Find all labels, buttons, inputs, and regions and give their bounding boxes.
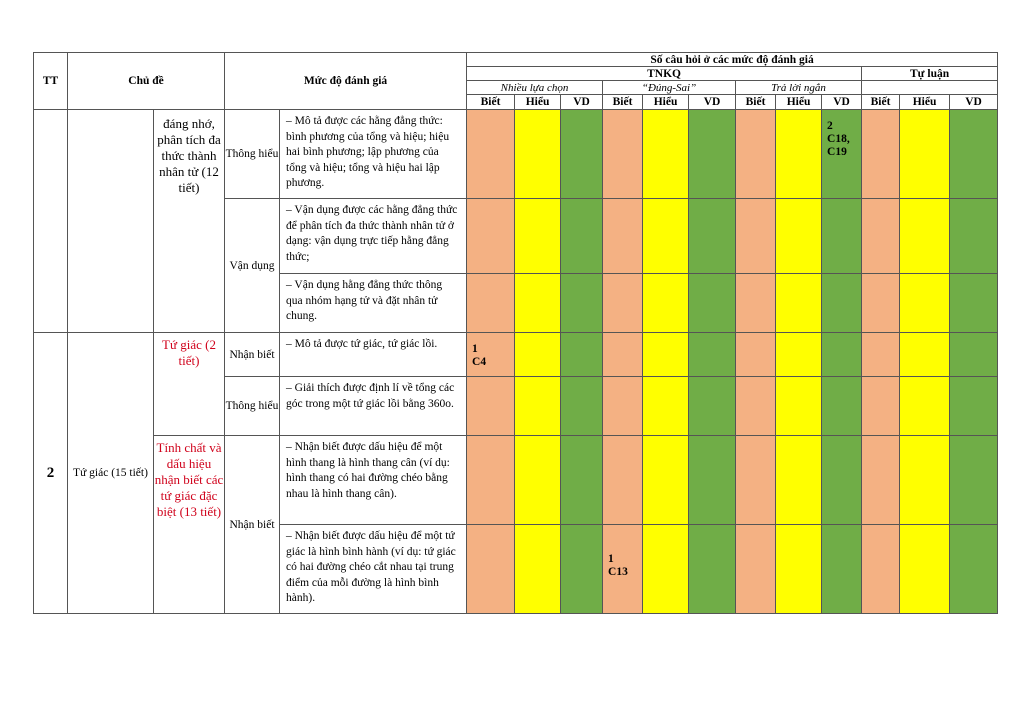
question-cell xyxy=(776,110,822,199)
question-cell xyxy=(776,199,822,274)
question-cell: 2 C18, C19 xyxy=(822,110,862,199)
question-cell xyxy=(862,110,900,199)
content-cell: Tính chất và dấu hiệu nhận biết các tứ giác đặc biệt (13 tiết) xyxy=(154,436,225,614)
header-tu-luan-blank xyxy=(862,81,998,95)
question-cell xyxy=(689,525,736,614)
question-cell xyxy=(515,274,561,333)
question-cell xyxy=(822,333,862,377)
level-cell: Nhận biết xyxy=(225,333,280,377)
header-level: VD xyxy=(950,95,998,110)
header-level: Hiểu xyxy=(515,95,561,110)
level-cell: Thông hiểu xyxy=(225,110,280,199)
header-level: Hiểu xyxy=(643,95,689,110)
question-cell xyxy=(689,110,736,199)
header-nhieu-lua-chon: Nhiều lựa chọn xyxy=(467,81,603,95)
header-tnkq: TNKQ xyxy=(467,67,862,81)
question-cell xyxy=(603,110,643,199)
header-level: VD xyxy=(822,95,862,110)
question-cell xyxy=(515,333,561,377)
content-cell: Tứ giác (2 tiết) xyxy=(154,333,225,436)
question-cell xyxy=(467,274,515,333)
question-cell xyxy=(561,525,603,614)
question-cell xyxy=(776,274,822,333)
header-level: Hiểu xyxy=(900,95,950,110)
question-cell xyxy=(862,377,900,436)
question-cell xyxy=(900,274,950,333)
question-cell xyxy=(862,333,900,377)
question-cell xyxy=(689,333,736,377)
content-cell: đáng nhớ, phân tích đa thức thành nhân tử (12 tiết) xyxy=(154,110,225,333)
tt-cell-empty xyxy=(34,110,68,333)
question-cell xyxy=(515,110,561,199)
question-cell xyxy=(643,525,689,614)
header-level: Biết xyxy=(603,95,643,110)
question-cell xyxy=(603,377,643,436)
question-cell xyxy=(736,436,776,525)
question-cell xyxy=(822,525,862,614)
question-cell xyxy=(776,525,822,614)
question-cell xyxy=(467,525,515,614)
description-cell: – Giải thích được định lí về tổng các góc trong một tứ giác lồi bằng 360o. xyxy=(280,377,467,436)
question-cell xyxy=(950,377,998,436)
level-cell: Nhận biết xyxy=(225,436,280,614)
question-cell xyxy=(603,274,643,333)
question-cell xyxy=(561,199,603,274)
question-cell xyxy=(900,199,950,274)
question-cell xyxy=(776,333,822,377)
question-cell xyxy=(950,199,998,274)
question-cell xyxy=(736,199,776,274)
question-cell xyxy=(822,274,862,333)
question-cell xyxy=(689,199,736,274)
description-cell: – Nhận biết được dấu hiệu để một tứ giác là hình bình hành (ví dụ: tứ giác có hai đường chéo cắt nhau tại trung điểm của mỗi đường là hình bình hành). xyxy=(280,525,467,614)
chu-de-cell-empty xyxy=(68,110,154,333)
question-cell xyxy=(467,377,515,436)
question-cell xyxy=(561,333,603,377)
question-cell xyxy=(862,436,900,525)
question-cell xyxy=(950,110,998,199)
description-cell: – Nhận biết được dấu hiệu để một hình thang là hình thang cân (ví dụ: hình thang có hai đường chéo bằng nhau là hình thang cân). xyxy=(280,436,467,525)
question-cell xyxy=(515,525,561,614)
question-cell xyxy=(467,110,515,199)
question-cell xyxy=(736,377,776,436)
question-cell xyxy=(900,377,950,436)
question-cell xyxy=(603,436,643,525)
description-cell: – Mô tả được tứ giác, tứ giác lồi. xyxy=(280,333,467,377)
question-cell xyxy=(822,436,862,525)
question-cell xyxy=(603,333,643,377)
question-cell xyxy=(515,199,561,274)
question-cell xyxy=(736,274,776,333)
question-cell xyxy=(776,436,822,525)
description-cell: – Vận dụng được các hằng đẳng thức để phân tích đa thức thành nhân tử ở dạng: vận dụng trực tiếp hằng đẳng thức; xyxy=(280,199,467,274)
question-cell xyxy=(950,525,998,614)
level-cell: Thông hiểu xyxy=(225,377,280,436)
header-muc-do: Mức độ đánh giá xyxy=(225,53,467,110)
question-cell xyxy=(467,199,515,274)
question-cell xyxy=(603,199,643,274)
question-cell xyxy=(561,377,603,436)
question-cell xyxy=(822,377,862,436)
header-tra-loi-ngan: Trả lời ngắn xyxy=(736,81,862,95)
question-cell: 1 C4 xyxy=(467,333,515,377)
question-cell xyxy=(862,274,900,333)
question-cell xyxy=(643,110,689,199)
description-cell: – Mô tả được các hằng đẳng thức: bình phương của tổng và hiệu; hiệu hai bình phương; lập phương của tổng và hiệu; tổng và hiệu hai lập phương. xyxy=(280,110,467,199)
chu-de-cell: Tứ giác (15 tiết) xyxy=(68,333,154,614)
question-cell xyxy=(689,377,736,436)
assessment-matrix-table xyxy=(33,52,998,614)
question-cell xyxy=(467,436,515,525)
header-level: Hiểu xyxy=(776,95,822,110)
question-cell xyxy=(643,333,689,377)
header-tu-luan: Tự luận xyxy=(862,67,998,81)
question-cell xyxy=(736,525,776,614)
question-cell xyxy=(862,525,900,614)
question-cell xyxy=(515,436,561,525)
question-cell xyxy=(561,436,603,525)
question-cell xyxy=(822,199,862,274)
question-cell xyxy=(643,199,689,274)
question-cell xyxy=(900,436,950,525)
level-cell: Vận dụng xyxy=(225,199,280,333)
question-cell xyxy=(900,333,950,377)
header-level: Biết xyxy=(862,95,900,110)
table-row xyxy=(34,436,998,525)
header-tt: TT xyxy=(34,53,68,110)
question-cell xyxy=(689,274,736,333)
question-cell xyxy=(950,333,998,377)
header-dung-sai: “Đúng-Sai” xyxy=(603,81,736,95)
header-level: Biết xyxy=(736,95,776,110)
header-level: VD xyxy=(689,95,736,110)
question-cell xyxy=(643,436,689,525)
question-cell xyxy=(643,274,689,333)
question-cell xyxy=(950,274,998,333)
header-level: VD xyxy=(561,95,603,110)
question-cell xyxy=(561,274,603,333)
table-row xyxy=(34,110,998,199)
question-cell xyxy=(862,199,900,274)
question-cell xyxy=(900,110,950,199)
question-cell xyxy=(736,333,776,377)
question-cell xyxy=(776,377,822,436)
header-level: Biết xyxy=(467,95,515,110)
header-chu-de: Chủ đề xyxy=(68,53,225,110)
question-cell xyxy=(900,525,950,614)
description-cell: – Vận dụng hằng đẳng thức thông qua nhóm hạng tử và đặt nhân tử chung. xyxy=(280,274,467,333)
question-cell xyxy=(643,377,689,436)
question-cell xyxy=(689,436,736,525)
table-row xyxy=(34,333,998,377)
tt-cell: 2 xyxy=(34,333,68,614)
question-cell xyxy=(561,110,603,199)
question-cell xyxy=(515,377,561,436)
question-cell xyxy=(950,436,998,525)
question-cell: 1 C13 xyxy=(603,525,643,614)
header-so-cau-hoi: Số câu hỏi ở các mức độ đánh giá xyxy=(467,53,998,67)
question-cell xyxy=(736,110,776,199)
